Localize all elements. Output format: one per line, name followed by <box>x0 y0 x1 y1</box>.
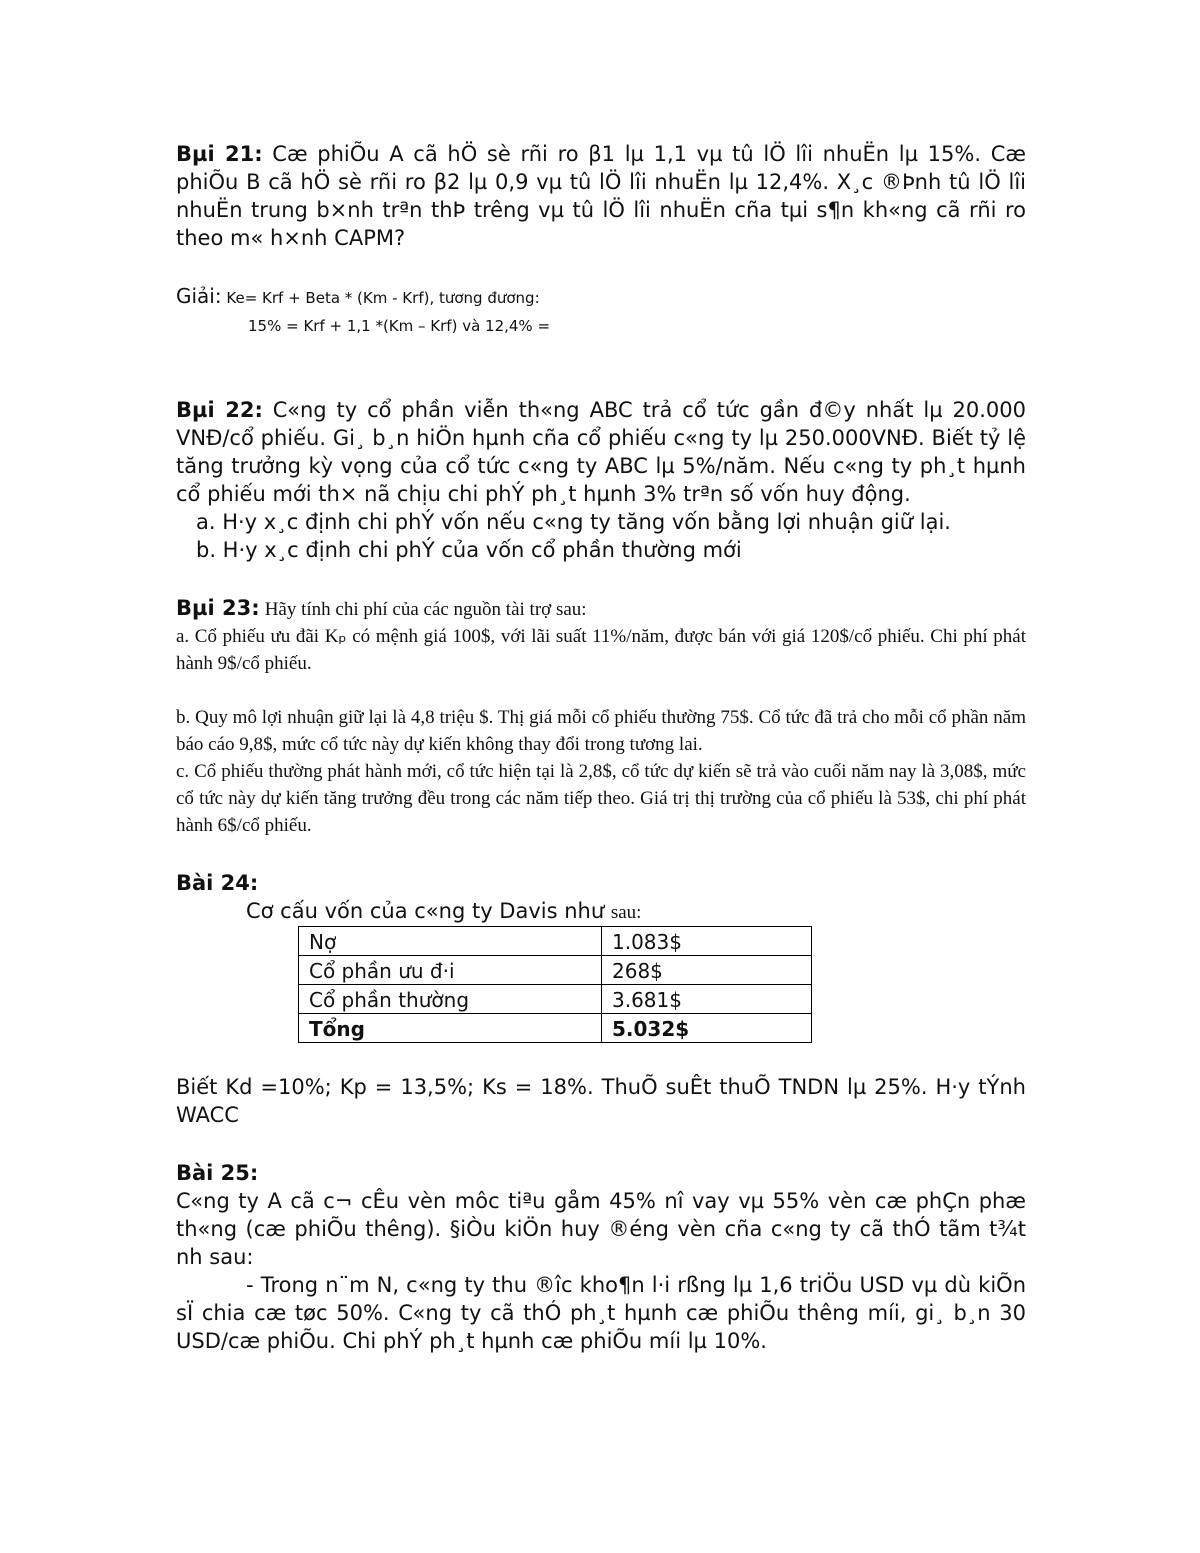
solution-line-2: 15% = Krf + 1,1 *(Km – Krf) và 12,4% = <box>248 317 551 335</box>
exercise-22-item-b: b. H·y x¸c định chi phÝ của vốn cổ phần thường mới <box>196 538 742 562</box>
exercise-23-item-b: b. Quy mô lợi nhuận giữ lại là 4,8 triệu $. Thị giá mỗi cổ phiếu thường 75$. Cổ tức đã trả cho mỗi cổ phần năm báo cáo 9,8$, mức cổ tức này dự kiến không thay đổi trong tương lai. <box>176 707 1026 755</box>
table-cell: Cổ phần ưu đ·i <box>299 956 602 985</box>
table-total-row <box>299 1014 812 1043</box>
exercise-24-title: Bài 24: <box>176 871 259 895</box>
capital-structure-table <box>298 926 812 1043</box>
table-cell: 1.083$ <box>602 927 812 956</box>
table-cell: 5.032$ <box>602 1014 812 1043</box>
exercise-23-title: Bµi 23: <box>176 596 260 620</box>
exercise-23-item-c: c. Cổ phiếu thường phát hành mới, cổ tức hiện tại là 2,8$, cổ tức dự kiến sẽ trả vào cuối năm nay là 3,08$, mức cổ tức này dự kiến tăng trưởng đều trong các năm tiếp theo. Giá trị thị trường của cổ phiếu là 53$, chi phí phát hành 6$/cổ phiếu. <box>176 761 1026 836</box>
solution-line-1: Ke= Krf + Beta * (Km - Krf), tương đương: <box>226 289 540 307</box>
exercise-25-para-2: - Trong n¨m N, c«ng ty thu ®îc kho¶n l·i rßng lµ 1,6 triÖu USD vµ dù kiÕn sÏ chia cæ tøc 50%. C«ng ty cã thÓ ph¸t hµnh cæ phiÕu thêng míi, gi¸ b¸n 30 USD/cæ phiÕu. Chi phÝ ph¸t hµnh cæ phiÕu míi lµ 10%. <box>176 1273 1026 1353</box>
exercise-24-body: Biết Kd =10%; Kp = 13,5%; Ks = 18%. ThuÕ suÊt thuÕ TNDN lµ 25%. H·y tÝnh WACC <box>176 1075 1026 1127</box>
exercise-25-title: Bài 25: <box>176 1161 259 1185</box>
exercise-24-intro-text: Cơ cấu vốn của c«ng ty Davis như <box>246 899 605 923</box>
exercise-22 <box>176 396 1026 508</box>
table-cell: Cổ phần thường <box>299 985 602 1014</box>
exercise-22-body: C«ng ty cổ phần viễn th«ng ABC trả cổ tức gần đ©y nhất lµ 20.000 VNĐ/cổ phiếu. Gi¸ b¸n hiÖn hµnh cña cổ phiếu c«ng ty lµ 250.000VNĐ. Biết tỷ lệ tăng trưởng kỳ vọng của cổ tức c«ng ty ABC lµ 5%/năm. Nếu c«ng ty ph¸t hµnh cổ phiếu mới th× nã chịu chi phÝ ph¸t hµnh 3% trªn số vốn huy động. <box>176 398 1026 506</box>
exercise-23 <box>176 594 1026 839</box>
exercise-24-intro-tail: sau: <box>610 902 642 923</box>
table-cell: Tổng <box>299 1014 602 1043</box>
table-cell: 268$ <box>602 956 812 985</box>
exercise-24-intro <box>176 897 1026 926</box>
exercise-23-intro: Hãy tính chi phí của các nguồn tài trợ sau: <box>264 599 587 620</box>
exercise-25-body: C«ng ty A cã c¬ cÊu vèn môc tiªu gåm 45% nî vay vµ 55% vèn cæ phÇn phæ th«ng (cæ phiÕu thêng). §iÒu kiÖn huy ®éng vèn cña c«ng ty cã thÓ tãm t¾t nh sau: <box>176 1189 1026 1269</box>
table-cell: 3.681$ <box>602 985 812 1014</box>
solution-label: Giải: <box>176 284 222 308</box>
exercise-21 <box>176 140 1026 252</box>
table-row <box>299 985 812 1014</box>
table-row <box>299 927 812 956</box>
exercise-21-body: Cæ phiÕu A cã hÖ sè rñi ro β1 lµ 1,1 vµ tû lÖ lîi nhuËn lµ 15%. Cæ phiÕu B cã hÖ sè rñi ro β2 lµ 0,9 vµ tû lÖ lîi nhuËn lµ 12,4%. X¸c ®Þnh tû lÖ lîi nhuËn trung b×nh trªn thÞ trêng vµ tû lÖ lîi nhuËn cña tµi s¶n kh«ng cã rñi ro theo m« h×nh CAPM? <box>176 142 1026 250</box>
exercise-21-title: Bµi 21: <box>176 142 263 166</box>
document-page <box>176 140 1026 1355</box>
table-cell: Nợ <box>299 927 602 956</box>
exercise-22-title: Bµi 22: <box>176 398 263 422</box>
exercise-22-item-a: a. H·y x¸c định chi phÝ vốn nếu c«ng ty tăng vốn bằng lợi nhuận giữ lại. <box>196 510 951 534</box>
table-row <box>299 956 812 985</box>
exercise-21-solution <box>176 282 1026 340</box>
exercise-23-item-a: a. Cổ phiếu ưu đãi Kₚ có mệnh giá 100$, với lãi suất 11%/năm, được bán với giá 120$/cổ phiếu. Chi phí phát hành 9$/cổ phiếu. <box>176 626 1026 674</box>
